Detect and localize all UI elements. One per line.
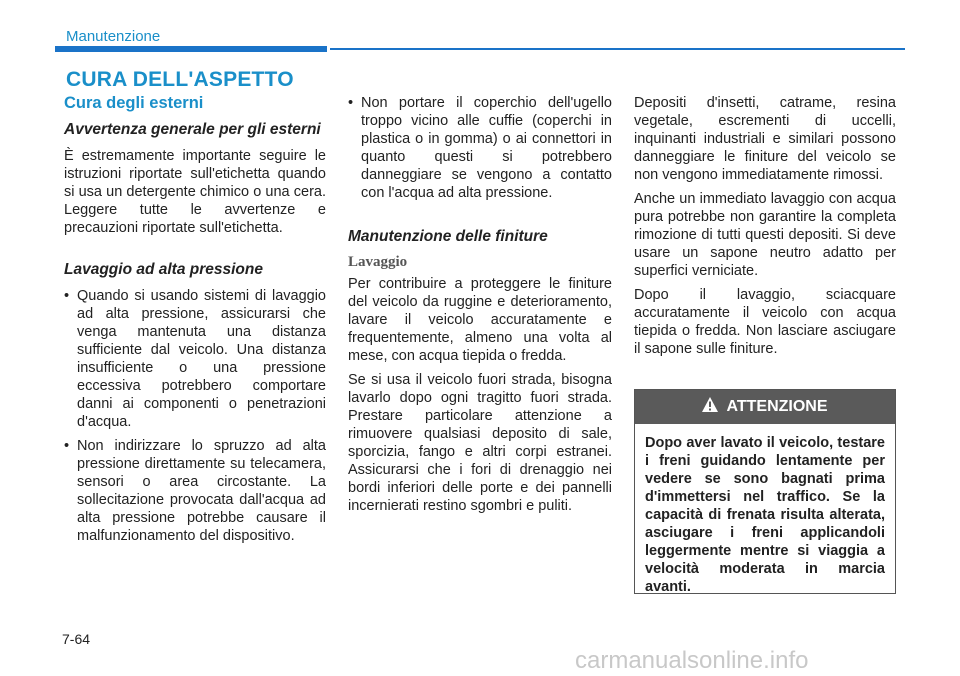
chapter-title: CURA DELL'ASPETTO	[66, 68, 294, 91]
watermark: carmanualsonline.info	[575, 647, 809, 674]
paragraph-soap: Anche un immediato lavaggio con acqua pura potrebbe non garantire la completa rimozione di tutti questi depositi. Si deve usare un sapone neutro adatto per superfici verniciate.	[634, 191, 896, 279]
page-number: 7-64	[62, 631, 91, 647]
bullet-list	[348, 94, 612, 202]
paragraph-washing-1: Per contribuire a proteggere le finiture del veicolo da ruggine e deterioramento, lavare il veicolo accuratamente e frequentemente, almeno una volta al mese, con acqua tiepida o fredda.	[348, 276, 612, 364]
section-title: Cura degli esterni	[64, 94, 204, 112]
warning-box	[634, 389, 896, 594]
header-rule-thick	[55, 46, 327, 52]
warning-triangle-icon	[702, 397, 718, 417]
warning-header	[635, 390, 895, 424]
warning-text: Dopo aver lavato il veicolo, testare i freni guidando lentamente per vedere se sono bagnati prima d'immettersi nel traffico. Se la capacità di frenata risulta alterata, asciugare i freni applicandoli leggermente mentre si viaggia a velocità moderata in marcia avanti.	[645, 435, 885, 595]
paragraph-rinse: Dopo il lavaggio, sciacquare accuratamente il veicolo con acqua tiepida o fredda. Non lasciare asciugare il sapone sulle finiture.	[634, 287, 896, 357]
subsection-title-pressure: Lavaggio ad alta pressione	[64, 261, 263, 278]
list-item: • Quando si usando sistemi di lavaggio ad alta pressione, assicurarsi che venga mantenuta una distanza sufficiente dal veicolo. Una distanza insufficiente o una pressione eccessiva potrebbero comportare danni ai componenti o penetrazioni d'acqua.	[64, 288, 326, 430]
paragraph-washing-2: Se si usa il veicolo fuori strada, bisogna lavarlo dopo ogni tragitto fuori strada. Prestare particolare attenzione a rimuovere qualsiasi deposito di sale, sporcizia, fango e altri corpi estranei. Assicurarsi che i fori di drenaggio nei bordi inferiori delle porte e dei pannelli incernierati restino sgombri e puliti.	[348, 372, 612, 514]
minor-title-washing: Lavaggio	[348, 254, 408, 270]
section-header: Manutenzione	[66, 28, 161, 45]
header-rule-thin	[330, 48, 905, 50]
paragraph-general: È estremamente importante seguire le istruzioni riportate sull'etichetta quando si usa un detergente chimico o una cera. Leggere tutte le avvertenze e precauzioni riportate sull'etichetta.	[64, 148, 326, 236]
warning-title: ATTENZIONE	[726, 398, 828, 415]
subsection-title-finish: Manutenzione delle finiture	[348, 228, 548, 245]
bullet-list	[64, 287, 326, 545]
column-2	[348, 94, 612, 521]
list-item: • Non portare il coperchio dell'ugello troppo vicino alle cuffie (coperchi in plastica o in gomma) o ai connettori in quanto questi si potrebbero danneggiare se vengono a contatto con l'acqua ad alta pressione.	[348, 95, 612, 201]
list-item: • Non indirizzare lo spruzzo ad alta pressione direttamente su telecamera, sensori o area circostante. La sollecitazione provocata dall'acqua ad alta pressione potrebbe causare il malfunzionamento del dispositivo.	[64, 438, 326, 544]
subsection-title-general: Avvertenza generale per gli esterni	[64, 121, 321, 138]
column-1	[64, 94, 326, 551]
column-3	[634, 94, 896, 364]
paragraph-deposits: Depositi d'insetti, catrame, resina vegetale, escrementi di uccelli, inquinanti industriali e similari possono danneggiare le finiture del veicolo se non vengono immediatamente rimossi.	[634, 95, 896, 183]
